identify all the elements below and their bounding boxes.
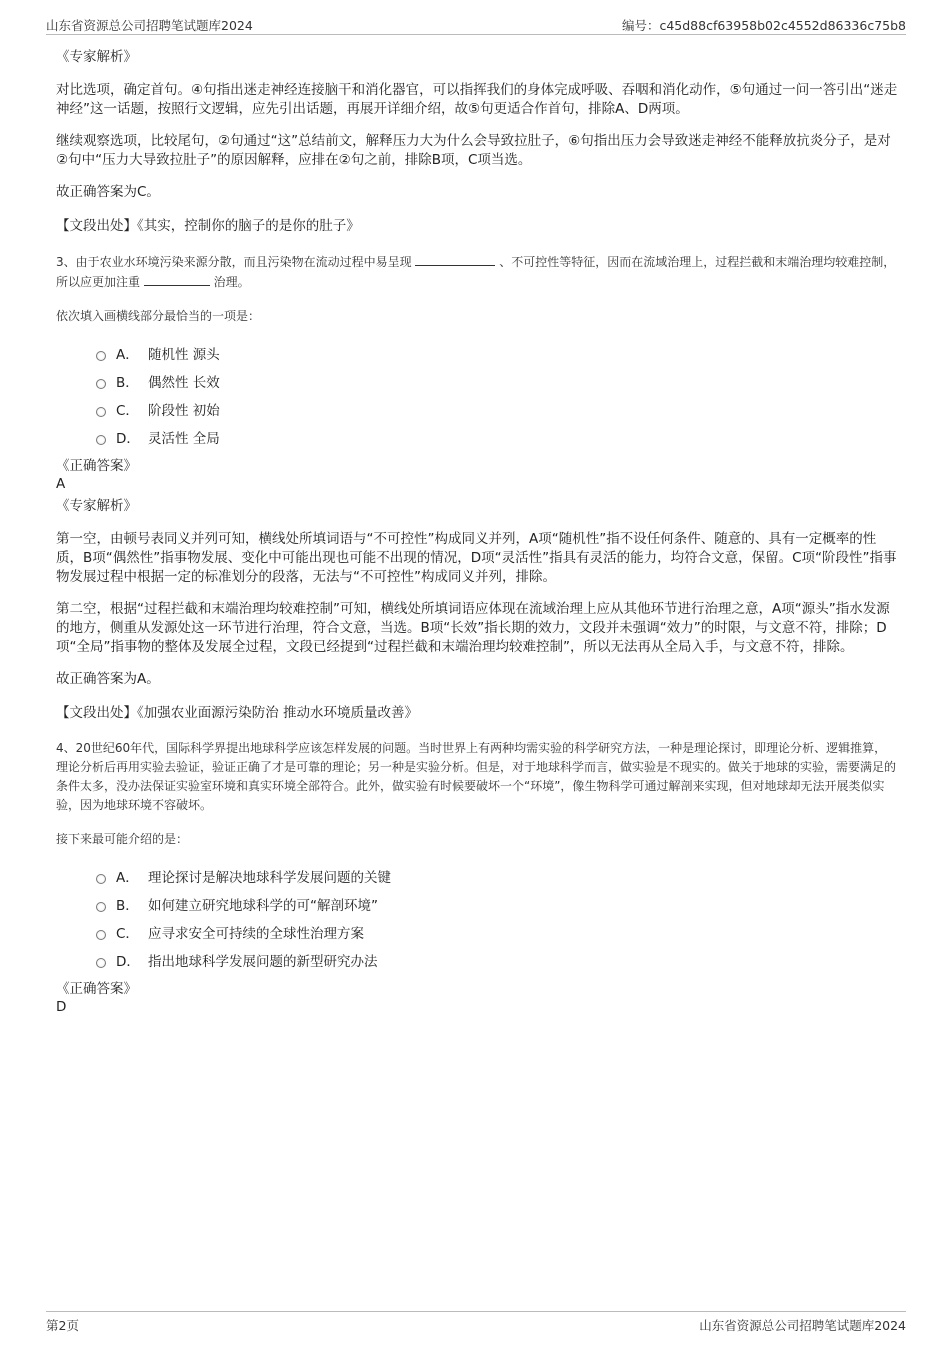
question-4-prompt: 接下来最可能介绍的是： bbox=[56, 832, 189, 846]
question-4-option-c[interactable]: C． 应寻求安全可持续的全球性治理方案 bbox=[96, 918, 898, 946]
prev-analysis-label: 《专家解析》 bbox=[56, 49, 137, 65]
question-3-analysis-p1: 第一空，由顿号表同义并列可知，横线处所填词语与“不可控性”构成同义并列，A项“随机性”指不设任何条件、随意的、具有一定概率的性质，B项“偶然性”指事物发展、变化中可能出现也可能不出现的情况，D项“灵活性”指具有灵活的能力，均符合文意，保留。C项“阶段性”指事物发展过程中根据一定的标准划分的段落，无法与“不可控性”构成同义并列，排除。 bbox=[56, 531, 897, 585]
question-3-answer: A bbox=[56, 476, 66, 492]
question-3-source: 【文段出处】《加强农业面源污染防治 推动水环境质量改善》 bbox=[56, 705, 419, 721]
footer-title: 山东省资源总公司招聘笔试题库2024 bbox=[699, 1318, 906, 1333]
page-footer bbox=[46, 1311, 906, 1334]
radio-icon[interactable] bbox=[96, 435, 106, 445]
footer-page-number: 第2页 bbox=[46, 1318, 79, 1333]
question-3-text bbox=[56, 252, 898, 292]
question-4-option-a[interactable]: A． 理论探讨是解决地球科学发展问题的关键 bbox=[96, 862, 898, 890]
page-content bbox=[56, 46, 898, 1016]
question-3-answer-label: 《正确答案》 bbox=[56, 458, 137, 474]
question-4-option-d[interactable]: D． 指出地球科学发展问题的新型研究办法 bbox=[96, 946, 898, 974]
prev-conclusion: 故正确答案为C。 bbox=[56, 184, 160, 200]
question-3-options bbox=[96, 339, 898, 451]
question-3-prompt: 依次填入画横线部分最恰当的一项是： bbox=[56, 309, 261, 323]
question-3-option-d[interactable]: D． 灵活性 全局 bbox=[96, 423, 898, 451]
question-3-text-a: 3、由于农业水环境污染来源分散，而且污染物在流动过程中易呈现 bbox=[56, 255, 412, 269]
question-3-blank-2 bbox=[144, 272, 210, 286]
page-header bbox=[46, 14, 906, 35]
radio-icon[interactable] bbox=[96, 407, 106, 417]
radio-icon[interactable] bbox=[96, 379, 106, 389]
radio-icon[interactable] bbox=[96, 902, 106, 912]
question-4-option-b[interactable]: B． 如何建立研究地球科学的可“解剖环境” bbox=[96, 890, 898, 918]
question-4-options bbox=[96, 862, 898, 974]
question-3-analysis-p2: 第二空，根据“过程拦截和末端治理均较难控制”可知，横线处所填词语应体现在流域治理上应从其他环节进行治理之意，A项“源头”指水发源的地方，侧重从发源处这一环节进行治理，符合文意，当选。B项“长效”指长期的效力，文段并未强调“效力”的时限，与文意不符，排除；D项“全局”指事物的整体及发展全过程，文段已经提到“过程拦截和末端治理均较难控制”，所以无法再从全局入手，与文意不符，排除。 bbox=[56, 601, 890, 655]
radio-icon[interactable] bbox=[96, 874, 106, 884]
prev-analysis-p1: 对比选项，确定首句。④句指出迷走神经连接脑干和消化器官，可以指挥我们的身体完成呼吸、吞咽和消化动作，⑤句通过一问一答引出“迷走神经”这一话题，按照行文逻辑，应先引出话题，再展开详细介绍，故⑤句更适合作首句，排除A、D两项。 bbox=[56, 82, 898, 117]
question-3-analysis-label: 《专家解析》 bbox=[56, 498, 137, 514]
question-3-blank-1 bbox=[415, 252, 495, 266]
radio-icon[interactable] bbox=[96, 958, 106, 968]
radio-icon[interactable] bbox=[96, 930, 106, 940]
question-4-answer: D bbox=[56, 999, 67, 1015]
question-4-answer-label: 《正确答案》 bbox=[56, 981, 137, 997]
prev-analysis-p2: 继续观察选项，比较尾句，②句通过“这”总结前文，解释压力大为什么会导致拉肚子，⑥句指出压力会导致迷走神经不能释放抗炎分子，是对②句中“压力大导致拉肚子”的原因解释，应排在②句之前，排除B项，C项当选。 bbox=[56, 133, 891, 168]
question-3-option-b[interactable]: B． 偶然性 长效 bbox=[96, 367, 898, 395]
question-3-conclusion: 故正确答案为A。 bbox=[56, 671, 160, 687]
question-3-option-c[interactable]: C． 阶段性 初始 bbox=[96, 395, 898, 423]
header-title: 山东省资源总公司招聘笔试题库2024 bbox=[46, 18, 253, 33]
header-doc-id: 编号：c45d88cf63958b02c4552d86336c75b8 bbox=[621, 18, 906, 33]
prev-source: 【文段出处】《其实，控制你的脑子的是你的肚子》 bbox=[56, 218, 360, 234]
question-3-text-c: 治理。 bbox=[213, 275, 250, 289]
question-3-option-a[interactable]: A． 随机性 源头 bbox=[96, 339, 898, 367]
question-4-text: 4、20世纪60年代，国际科学界提出地球科学应该怎样发展的问题。当时世界上有两种均需实验的科学研究方法，一种是理论探讨，即理论分析、逻辑推算，理论分析后再用实验去验证，验证正确了才是可靠的理论；另一种是实验分析。但是，对于地球科学而言，做实验是不现实的。做关于地球的实验，需要满足的条件太多，没办法保证实验室环境和真实环境全部符合。此外，做实验有时候要破坏一个“环境”，像生物科学可通过解剖来实现，但对地球却无法开展类似实验，因为地球环境不容破坏。 bbox=[56, 741, 897, 812]
question-3-text-b: 、不可控性等特征，因而在流域治理上，过程拦截和末端治理均较难控制，所以应更加注重 bbox=[56, 255, 896, 289]
radio-icon[interactable] bbox=[96, 351, 106, 361]
